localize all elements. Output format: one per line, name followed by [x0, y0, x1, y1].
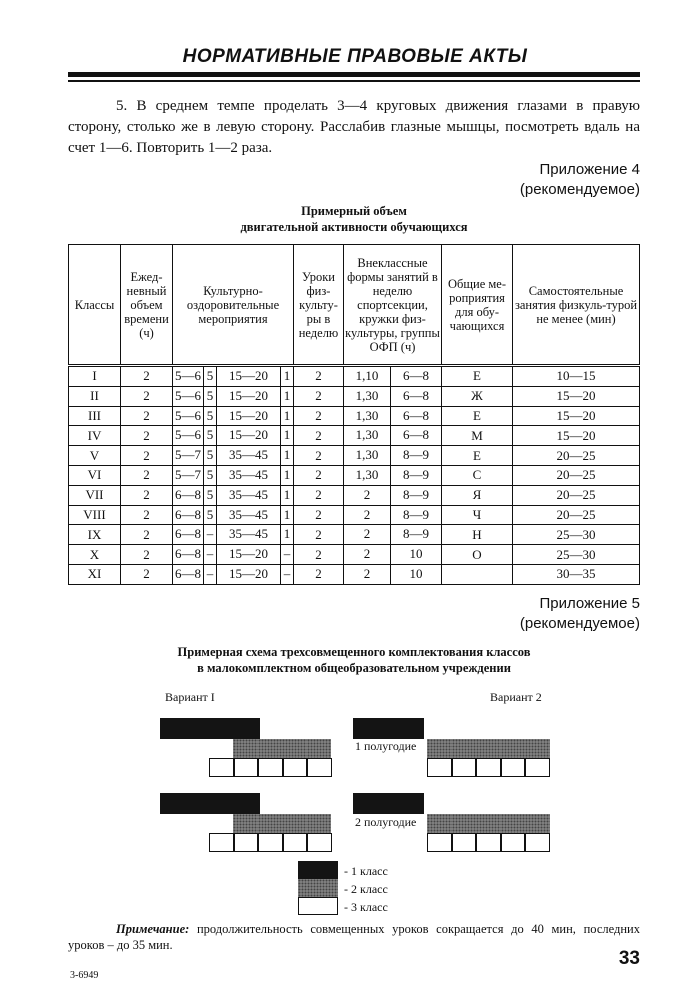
scheme-v2-h1-class3-cell: [452, 758, 477, 777]
scheme-v1-h2-class2-cell: [233, 814, 258, 833]
cell-daily: 2: [121, 386, 173, 406]
activity-table: [68, 244, 640, 585]
table-row: [69, 485, 640, 505]
cell-cultural: [173, 386, 294, 406]
header-self-study: Самостоятельные занятия физкуль-турой не менее (мин): [513, 245, 640, 366]
cell-extracurricular: [344, 366, 442, 387]
table-row: [69, 564, 640, 584]
cell-extra-e1: 1,30: [355, 447, 379, 463]
scheme-v2-h2-class3-cell: [525, 833, 550, 852]
legend-class2: - 2 класс: [344, 882, 388, 896]
cell-extra-e2: 8—9: [390, 446, 441, 465]
table-row: [69, 366, 640, 387]
cell-cultural: [173, 525, 294, 545]
scheme-v1-h1-class3-cell: [209, 758, 234, 777]
scheme-v1-h2-class3-cell: [234, 833, 259, 852]
cell-self: 15—20: [513, 426, 640, 446]
legend-swatch-class2: [298, 879, 338, 897]
appendix-4-status: (рекомендуемое): [519, 181, 640, 198]
appendix-4-label: [520, 160, 640, 200]
table-row: [69, 505, 640, 525]
table-row: [69, 446, 640, 466]
cell-self: 10—15: [513, 366, 640, 387]
scheme-v1-h2-class3-cell: [209, 833, 234, 852]
cell-cultural-c1: 5—6: [175, 368, 201, 383]
header-general-events: Общие ме-роприятия для обу-чающихся: [442, 245, 513, 366]
table-caption: [68, 203, 640, 235]
cell-cultural-c4: 1: [280, 486, 293, 505]
cell-cultural-c2: –: [203, 545, 216, 564]
cell-cultural-c3: 35—45: [216, 446, 280, 465]
scheme-caption-line1: Примерная схема трехсовмещенного комплектования классов: [177, 645, 531, 659]
scheme-v2-h1-class2-cell: [501, 739, 526, 758]
cell-cultural-c3: 15—20: [216, 407, 280, 426]
cell-daily: 2: [121, 545, 173, 565]
cell-cultural: [173, 465, 294, 485]
cell-extracurricular: [344, 525, 442, 545]
legend-swatch-class1: [298, 861, 338, 879]
table-row: [69, 406, 640, 426]
scheme-v1-h2-class2-cell: [258, 814, 283, 833]
scheme-v2-h1-class3-cell: [501, 758, 526, 777]
cell-class: VIII: [69, 505, 121, 525]
cell-extra-e2: 8—9: [390, 466, 441, 485]
cell-class: I: [69, 366, 121, 387]
cell-extra-e2: 6—8: [390, 367, 441, 386]
cell-cultural: [173, 446, 294, 466]
scheme-v2-h1-class2-cell: [476, 739, 501, 758]
cell-general: Я: [442, 485, 513, 505]
scheme-caption-line2: в малокомплектном общеобразовательном учреждении: [197, 661, 511, 675]
cell-general: Е: [442, 406, 513, 426]
cell-self: 20—25: [513, 485, 640, 505]
cell-daily: 2: [121, 366, 173, 387]
cell-cultural-c3: 15—20: [216, 545, 280, 564]
scheme-v2-h1-class3-cell: [525, 758, 550, 777]
cell-extracurricular: [344, 386, 442, 406]
scheme-v1-h2-class3-cell: [258, 833, 283, 852]
cell-lessons: 2: [294, 485, 344, 505]
cell-extracurricular: [344, 485, 442, 505]
cell-cultural-c2: 5: [203, 426, 216, 445]
cell-extra-e1: 2: [363, 506, 371, 522]
appendix-5-title: Приложение 5: [539, 595, 640, 612]
cell-general: Е: [442, 366, 513, 387]
cell-extra-e1: 2: [363, 486, 371, 502]
scheme-v1-h1-class3-cell: [258, 758, 283, 777]
header-rule-thick: [68, 72, 640, 77]
cell-cultural-c1: 6—8: [175, 486, 201, 502]
cell-daily: 2: [121, 485, 173, 505]
cell-daily: 2: [121, 406, 173, 426]
variant-1-label: Вариант I: [165, 690, 215, 704]
page-number: 33: [618, 948, 640, 969]
cell-daily: 2: [121, 465, 173, 485]
header-daily-volume: Ежед-невный объем времени (ч): [121, 245, 173, 366]
cell-cultural-c3: 15—20: [216, 367, 280, 386]
scheme-v2-h1-class2-cell: [452, 739, 477, 758]
table-row: [69, 525, 640, 545]
cell-extracurricular: [344, 545, 442, 565]
cell-cultural-c2: 5: [203, 446, 216, 465]
header-cultural-events: Культурно-оздоровительные мероприятия: [173, 245, 294, 366]
cell-cultural-c2: 5: [203, 486, 216, 505]
scheme-v1-h1-class3-cell: [283, 758, 308, 777]
cell-daily: 2: [121, 525, 173, 545]
cell-general: Ч: [442, 505, 513, 525]
cell-class: III: [69, 406, 121, 426]
cell-general: М: [442, 426, 513, 446]
cell-cultural-c1: 6—8: [175, 546, 201, 562]
cell-cultural-c1: 6—8: [175, 506, 201, 522]
cell-lessons: 2: [294, 525, 344, 545]
cell-cultural-c2: 5: [203, 466, 216, 485]
cell-cultural-c1: 5—6: [175, 387, 201, 403]
running-header: НОРМАТИВНЫЕ ПРАВОВЫЕ АКТЫ: [182, 46, 528, 67]
cell-class: VI: [69, 465, 121, 485]
cell-self: 20—25: [513, 446, 640, 466]
cell-class: XI: [69, 564, 121, 584]
cell-extracurricular: [344, 465, 442, 485]
cell-cultural-c4: 1: [280, 506, 293, 525]
cell-lessons: 2: [294, 564, 344, 584]
cell-cultural-c4: 1: [280, 407, 293, 426]
cell-cultural-c4: –: [280, 565, 293, 584]
cell-cultural: [173, 426, 294, 446]
scheme-v1-h2-class3-cell: [307, 833, 332, 852]
scheme-v2-h2-class2-cell: [476, 814, 501, 833]
cell-class: X: [69, 545, 121, 565]
cell-extracurricular: [344, 505, 442, 525]
cell-cultural-c3: 15—20: [216, 565, 280, 584]
cell-cultural-c4: 1: [280, 466, 293, 485]
header-classes: Классы: [69, 245, 121, 366]
cell-lessons: 2: [294, 386, 344, 406]
cell-extracurricular: [344, 426, 442, 446]
cell-cultural-c3: 35—45: [216, 525, 280, 544]
cell-cultural-c1: 5—6: [175, 427, 201, 443]
variant-2-label: Вариант 2: [490, 690, 542, 704]
cell-cultural-c2: 5: [203, 407, 216, 426]
half-year-2-label: 2 полугодие: [355, 815, 417, 829]
cell-lessons: 2: [294, 465, 344, 485]
scheme-v2-h1-class3-cell: [476, 758, 501, 777]
cell-class: II: [69, 386, 121, 406]
scheme-v2-h2-class2-cell: [427, 814, 452, 833]
scheme-v2-h2-class2-cell: [525, 814, 550, 833]
cell-extracurricular: [344, 446, 442, 466]
cell-lessons: 2: [294, 406, 344, 426]
cell-extra-e1: 1,10: [355, 368, 379, 383]
scheme-v1-h2-class1: [160, 793, 260, 814]
cell-lessons: 2: [294, 505, 344, 525]
scheme-v2-h1-class3-cell: [427, 758, 452, 777]
footnote-text: продолжительность совмещенных уроков сокращается до 40 мин, последних уроков – до 35 мин.: [68, 922, 640, 952]
table-row: [69, 386, 640, 406]
cell-self: 25—30: [513, 545, 640, 565]
scheme-v2-h2-class3-cell: [452, 833, 477, 852]
scheme-caption: [68, 644, 640, 676]
scheme-v1-h2-class2-cell: [282, 814, 307, 833]
cell-cultural-c4: 1: [280, 426, 293, 445]
cell-general: Н: [442, 525, 513, 545]
cell-extra-e1: 1,30: [355, 387, 379, 403]
cell-cultural-c4: 1: [280, 446, 293, 465]
body-paragraph: 5. В среднем темпе проделать 3—4 круговых движения глазами в правую сторону, столько же в левую сторону. Расслабив глазные мышцы, посмотреть вдаль на счет 1—6. Повторить 1—2 раза.: [68, 98, 640, 156]
cell-cultural: [173, 366, 294, 387]
cell-lessons: 2: [294, 366, 344, 387]
scheme-v2-h1-class1: [353, 718, 424, 739]
scheme-v2-h2-class3-cell: [427, 833, 452, 852]
scheme-v2-h2-class1: [353, 793, 424, 814]
cell-self: 20—25: [513, 465, 640, 485]
footnote: [68, 921, 640, 953]
legend-class1: - 1 класс: [344, 864, 388, 878]
table-header-row: [69, 245, 640, 366]
cell-cultural-c3: 35—45: [216, 486, 280, 505]
cell-extra-e2: 6—8: [390, 426, 441, 445]
scheme-v1-h1-class2-cell: [258, 739, 283, 758]
cell-extra-e1: 1,30: [355, 466, 379, 482]
cell-cultural-c4: 1: [280, 367, 293, 386]
cell-general: Е: [442, 446, 513, 466]
table-caption-line2: двигательной активности обучающихся: [240, 220, 468, 234]
cell-daily: 2: [121, 564, 173, 584]
scheme-v2-h1-class2-cell: [427, 739, 452, 758]
scheme-v1-h1-class2-cell: [307, 739, 332, 758]
cell-cultural: [173, 485, 294, 505]
cell-cultural: [173, 505, 294, 525]
cell-cultural-c1: 5—7: [175, 466, 201, 482]
cell-cultural-c3: 15—20: [216, 387, 280, 406]
cell-extra-e1: 1,30: [355, 427, 379, 443]
cell-extra-e1: 2: [363, 526, 371, 542]
cell-extra-e2: 8—9: [390, 525, 441, 544]
cell-extracurricular: [344, 564, 442, 584]
cell-extra-e2: 6—8: [390, 407, 441, 426]
cell-cultural: [173, 564, 294, 584]
cell-extra-e1: 1,30: [355, 407, 379, 423]
cell-daily: 2: [121, 446, 173, 466]
cell-cultural-c2: 5: [203, 367, 216, 386]
print-code: 3-6949: [70, 970, 99, 981]
scheme-v1-h2-class3-cell: [283, 833, 308, 852]
cell-cultural-c2: –: [203, 525, 216, 544]
cell-cultural-c4: –: [280, 545, 293, 564]
cell-general: Ж: [442, 386, 513, 406]
cell-cultural-c1: 5—7: [175, 447, 201, 463]
cell-cultural-c4: 1: [280, 387, 293, 406]
scheme-v2-h2-class2-cell: [501, 814, 526, 833]
table-row: [69, 465, 640, 485]
appendix-4-title: Приложение 4: [539, 161, 640, 178]
header-extracurricular: Внеклассные формы занятий в неделю спортсекции, кружки физ-культуры, группы ОФП (ч): [344, 245, 442, 366]
cell-self: 25—30: [513, 525, 640, 545]
cell-cultural-c3: 35—45: [216, 466, 280, 485]
cell-lessons: 2: [294, 545, 344, 565]
scheme-v1-h1-class3-cell: [307, 758, 332, 777]
cell-cultural-c1: 6—8: [175, 565, 201, 581]
cell-cultural-c2: –: [203, 565, 216, 584]
cell-self: 30—35: [513, 564, 640, 584]
cell-cultural-c1: 6—8: [175, 526, 201, 542]
cell-class: IV: [69, 426, 121, 446]
cell-self: 15—20: [513, 406, 640, 426]
cell-extracurricular: [344, 406, 442, 426]
cell-cultural-c4: 1: [280, 525, 293, 544]
scheme-v1-h1-class2-cell: [282, 739, 307, 758]
cell-extra-e1: 2: [363, 546, 371, 562]
cell-general: [442, 564, 513, 584]
cell-class: V: [69, 446, 121, 466]
cell-extra-e2: 10: [390, 545, 441, 564]
cell-extra-e2: 8—9: [390, 486, 441, 505]
scheme-v1-h1-class1: [160, 718, 260, 739]
cell-cultural-c2: 5: [203, 506, 216, 525]
cell-daily: 2: [121, 426, 173, 446]
legend-class3: - 3 класс: [344, 900, 388, 914]
cell-lessons: 2: [294, 446, 344, 466]
scheme-v2-h1-class2-cell: [525, 739, 550, 758]
scheme-v2-h2-class3-cell: [501, 833, 526, 852]
cell-general: С: [442, 465, 513, 485]
scheme-v1-h1-class3-cell: [234, 758, 259, 777]
cell-cultural: [173, 545, 294, 565]
cell-class: IX: [69, 525, 121, 545]
appendix-5-status: (рекомендуемое): [519, 615, 640, 632]
table-row: [69, 426, 640, 446]
cell-extra-e1: 2: [363, 565, 371, 581]
cell-daily: 2: [121, 505, 173, 525]
scheme-v1-h1-class2-cell: [233, 739, 258, 758]
cell-cultural-c1: 5—6: [175, 407, 201, 423]
cell-extra-e2: 6—8: [390, 387, 441, 406]
footnote-label: Примечание:: [116, 922, 190, 936]
scheme-v1-h2-class2-cell: [307, 814, 332, 833]
cell-class: VII: [69, 485, 121, 505]
table-row: [69, 545, 640, 565]
cell-general: О: [442, 545, 513, 565]
cell-extra-e2: 8—9: [390, 506, 441, 525]
half-year-1-label: 1 полугодие: [355, 739, 417, 753]
scheme-v2-h2-class2-cell: [452, 814, 477, 833]
cell-self: 20—25: [513, 505, 640, 525]
header-rule-thin: [68, 80, 640, 82]
scheme-v2-h2-class3-cell: [476, 833, 501, 852]
cell-self: 15—20: [513, 386, 640, 406]
cell-cultural-c2: 5: [203, 387, 216, 406]
appendix-5-label: [520, 594, 640, 634]
table-caption-line1: Примерный объем: [301, 204, 407, 218]
cell-cultural-c3: 15—20: [216, 426, 280, 445]
header-pe-lessons: Уроки физ-культу-ры в неделю: [294, 245, 344, 366]
cell-extra-e2: 10: [390, 565, 441, 584]
cell-cultural-c3: 35—45: [216, 506, 280, 525]
cell-lessons: 2: [294, 426, 344, 446]
cell-cultural: [173, 406, 294, 426]
legend-swatch-class3: [298, 897, 338, 915]
